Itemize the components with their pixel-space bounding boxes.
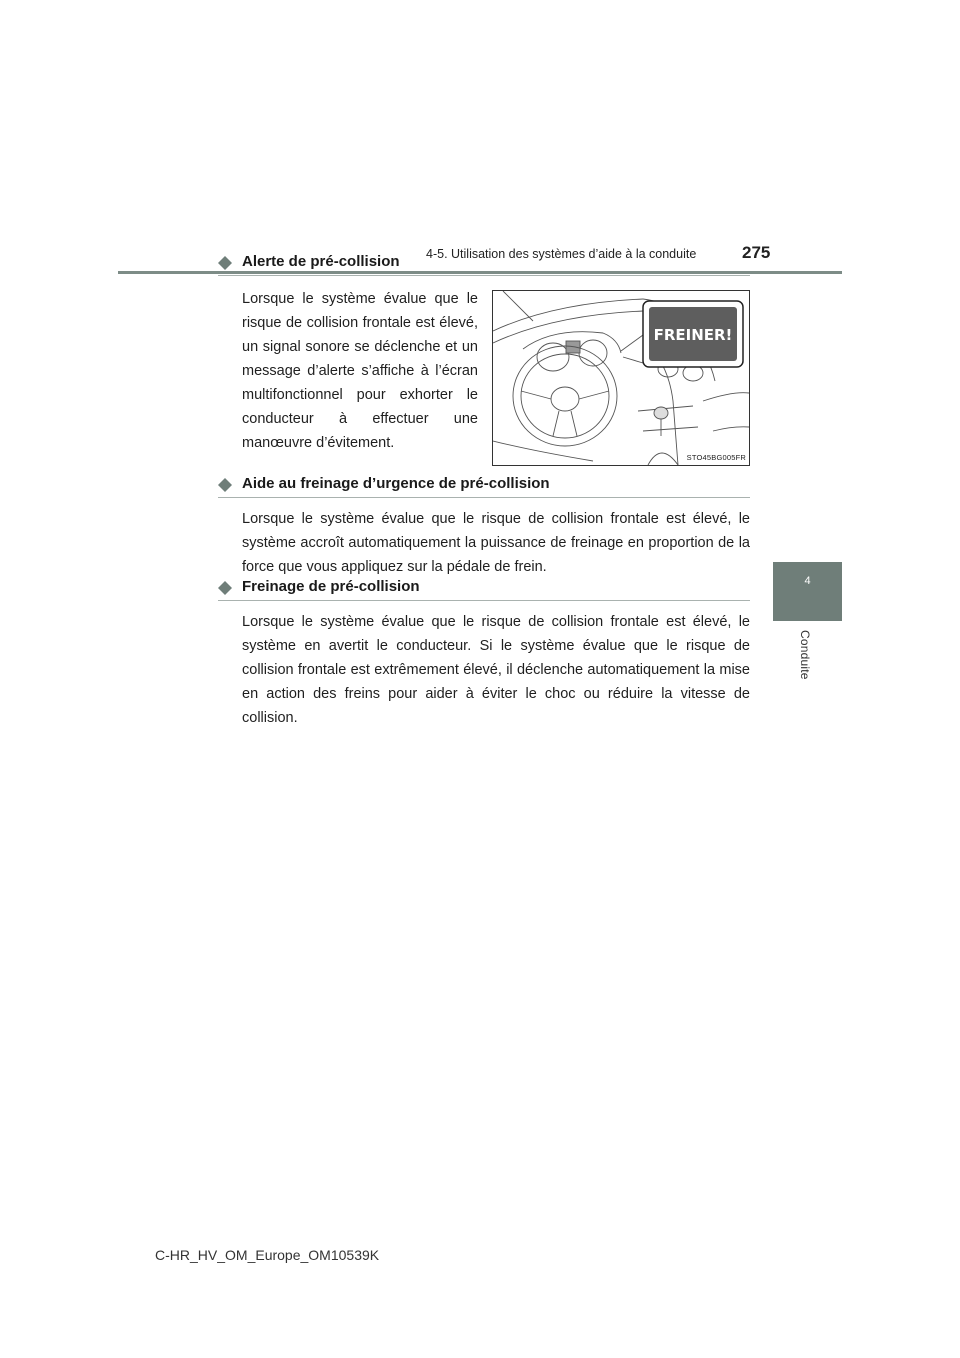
dashboard-illustration [492,290,750,466]
illustration-code: STO45BG005FR [686,453,746,462]
section-body: Lorsque le système évalue que le risque de collision frontale est élevé, un signal sonore se déclenche et un message d’alerte s’affiche à l’écran multifonctionnel pour exhorter le conducteur à effectuer une manœuvre d’évitement. [242,291,478,451]
chapter-label: Conduite [798,630,812,680]
section-body: Lorsque le système évalue que le risque de collision frontale est élevé, le système accroît automatiquement la puissance de freinage en proportion de la force que vous appliquez sur la pédale de frein. [242,511,750,575]
footer-document-id: C-HR_HV_OM_Europe_OM10539K [155,1247,380,1263]
section-heading [218,474,750,498]
diamond-bullet-icon [218,581,232,595]
display-message: FREINER! [653,326,733,344]
chapter-number: 4 [804,575,811,587]
section-freinage [218,577,750,730]
dashboard-drawing [493,291,749,465]
diamond-bullet-icon [218,256,232,270]
page-number: 275 [742,243,771,262]
section-title: Alerte de pré-collision [242,253,400,270]
chapter-tab [773,562,842,621]
chapter-side [773,621,842,1091]
section-aide-freinage [218,474,750,579]
section-title: Freinage de pré-collision [242,578,420,595]
section-title: Aide au freinage d’urgence de pré-collision [242,475,550,492]
diamond-bullet-icon [218,478,232,492]
section-body: Lorsque le système évalue que le risque de collision frontale est élevé, le système en avertit le conducteur. Si le système évalue que le risque de collision frontale est extrêmement élevé, il déclenche automatiquement la mise en action des freins pour aider à éviter le choc ou réduire la vitesse de collision. [242,614,750,726]
section-heading [218,252,750,276]
section-heading [218,577,750,601]
header-section-title: 4-5. Utilisation des systèmes d’aide à la conduite [426,247,697,261]
